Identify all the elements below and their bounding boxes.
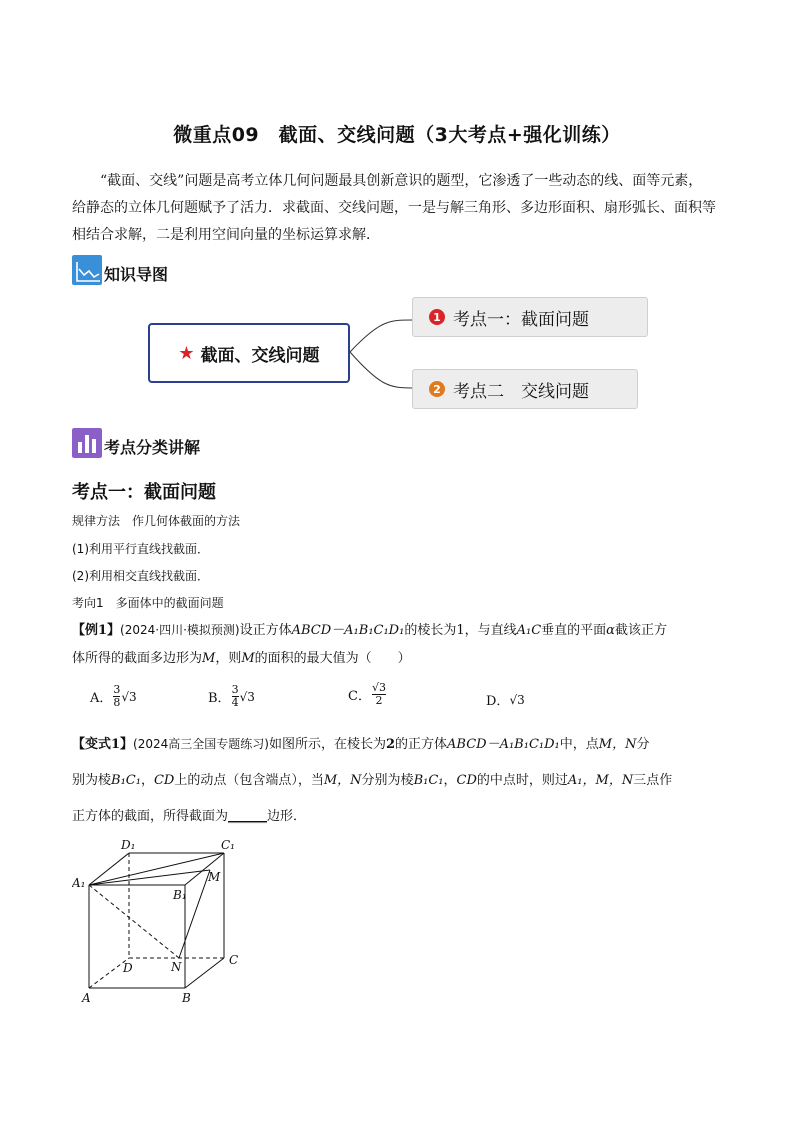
label-m: M bbox=[208, 870, 221, 884]
chart-line-icon bbox=[72, 255, 102, 285]
section-heading: 考点分类讲解 bbox=[72, 428, 200, 458]
mindmap-node-2: 2 考点二 交线问题 bbox=[412, 369, 638, 409]
label-n: N bbox=[171, 960, 182, 974]
intro-line-1: “截面、交线”问题是高考立体几何问题最具创新意识的题型，它渗透了一些动态的线、面等元素， bbox=[100, 173, 703, 189]
label-a1: A₁ bbox=[72, 876, 86, 890]
example-1-line-2: 体所得的截面多边形为M，则M的面积的最大值为（ ） bbox=[72, 651, 411, 666]
option-a[interactable]: A． $\frac{3}{8}$ √3 bbox=[90, 683, 137, 709]
variant-1-line-2: 别为棱B₁C₁，CD上的动点（包含端点），当M，N分别为棱B₁C₁，CD的中点时，则过A₁，M，N三点作 bbox=[72, 773, 673, 788]
label-d1: D₁ bbox=[121, 838, 136, 852]
subsection-title: 考点一：截面问题 bbox=[72, 482, 216, 503]
badge-number-2: 2 bbox=[429, 381, 445, 397]
example-1 bbox=[72, 620, 732, 669]
bar-chart-icon bbox=[72, 428, 102, 458]
example-1-line-1: 【例1】(2024·四川·模拟预测)设正方体ABCD－A₁B₁C₁D₁的棱长为1，与直线A₁C垂直的平面α截该正方 bbox=[72, 623, 667, 638]
option-d[interactable]: D． √3 bbox=[486, 692, 525, 709]
variant-1-line-3: 正方体的截面，所得截面为______边形． bbox=[72, 809, 307, 824]
hidden-line-a1-n bbox=[89, 885, 179, 958]
answer-blank[interactable]: ______ bbox=[228, 809, 268, 824]
cube-figure bbox=[72, 838, 252, 1008]
label-b1: B₁ bbox=[173, 888, 187, 902]
mindmap-node-1: 1 考点一：截面问题 bbox=[412, 297, 648, 337]
method-1: (1)利用平行直线找截面． bbox=[72, 542, 209, 556]
option-b[interactable]: B． $\frac{3}{4}$ √3 bbox=[208, 683, 255, 709]
method-title: 规律方法 作几何体截面的方法 bbox=[72, 514, 241, 528]
mindmap-center-node: ★ 截面、交线问题 bbox=[148, 323, 350, 383]
mindmap-heading: 知识导图 bbox=[72, 255, 168, 285]
label-c1: C₁ bbox=[221, 838, 235, 852]
label-b: B bbox=[182, 991, 191, 1005]
direction-title: 考向1 多面体中的截面问题 bbox=[72, 596, 224, 610]
line-m-n bbox=[179, 870, 210, 958]
edge-b-c bbox=[185, 958, 224, 988]
intro-paragraph bbox=[72, 168, 724, 249]
intro-line-2: 给静态的立体几何题赋予了活力．求截面、交线问题，一是与解三角形、多边形面积、扇形弧长、面积等 bbox=[72, 200, 716, 216]
page-title: 微重点09 截面、交线问题（3大考点+强化训练） bbox=[173, 124, 621, 146]
badge-number-1: 1 bbox=[429, 309, 445, 325]
method-2: (2)利用相交直线找截面． bbox=[72, 569, 209, 583]
variant-1 bbox=[72, 734, 732, 827]
label-c: C bbox=[229, 953, 239, 967]
intro-line-3: 相结合求解，二是利用空间向量的坐标运算求解． bbox=[72, 227, 380, 243]
label-a: A bbox=[82, 991, 91, 1005]
star-icon: ★ bbox=[178, 342, 195, 364]
label-d: D bbox=[123, 961, 133, 975]
variant-1-line-1: 【变式1】(2024高三全国专题练习)如图所示，在棱长为2的正方体ABCD－A₁B₁C₁D₁中，点M，N分 bbox=[72, 737, 650, 752]
line-a1-m bbox=[89, 870, 210, 885]
option-c[interactable]: C． $\frac{√3}{2}$ bbox=[348, 681, 386, 707]
